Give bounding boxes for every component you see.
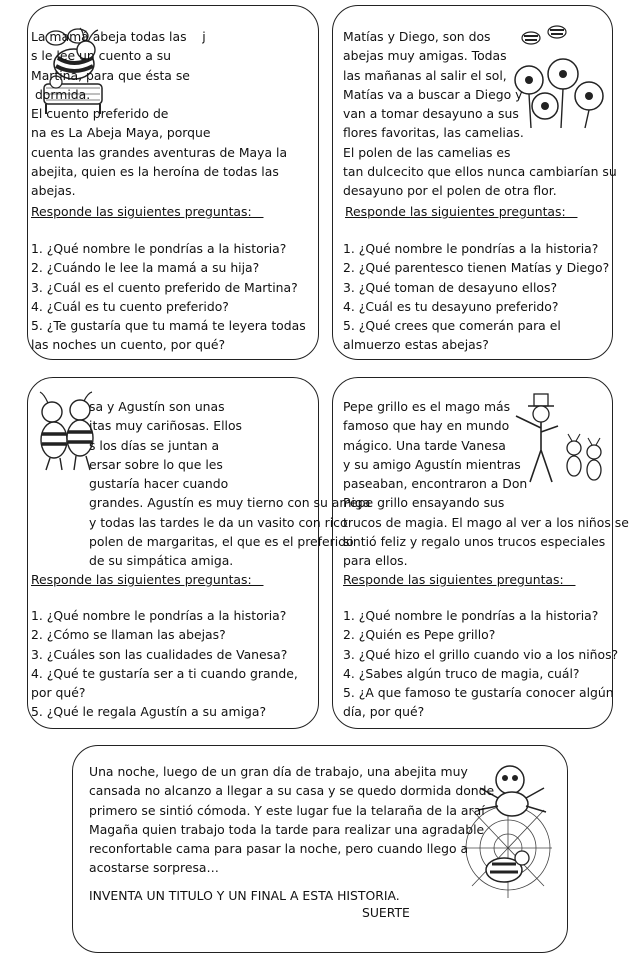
- questions-heading: Responde las siguientes preguntas:: [345, 204, 578, 219]
- bottom-story-text: Una noche, luego de un gran día de trabajo, una abejita muy cansada no alcanzo a llegar a su casa y se quedo dormida donde primero se sintió cómoda. Y este lugar fue la telaraña de la araí Magaña quien trabajo toda la tarde para realizar una agradable reconfortable cama para pasar la noche, pero cuando llego a acostarse sorpresa…: [89, 764, 495, 876]
- questions-list: 1. ¿Qué nombre le pondrías a la historia? 2. ¿Qué parentesco tienen Matías y Diego? 3. ¿Qué toman de desayuno ellos? 4. ¿Cuál es tu desayuno preferido? 5. ¿Qué crees que comerán para el almuerzo estas abejas?: [343, 241, 610, 353]
- closing-text: SUERTE: [362, 905, 410, 920]
- instruction-text: INVENTA UN TITULO Y UN FINAL A ESTA HISTORIA.: [89, 888, 400, 903]
- story-text: Matías y Diego, son dos abejas muy amigas. Todas las mañanas al salir el sol, Matías va a buscar a Diego y van a tomar desayuno a sus flores favoritas, las camelias. El polen de las camelias es tan dulcecito que ellos nunca cambiarían su desayuno por el polen de otra flor.: [343, 29, 617, 199]
- questions-list: 1. ¿Qué nombre le pondrías a la historia? 2. ¿Quién es Pepe grillo? 3. ¿Qué hizo el grillo cuando vio a los niños? 4. ¿Sabes algún truco de magia, cuál? 5. ¿A que famoso te gustaría conocer algún día, por qué?: [343, 608, 619, 720]
- questions-heading: Responde las siguientes preguntas:: [31, 204, 264, 219]
- questions-list: 1. ¿Qué nombre le pondrías a la historia? 2. ¿Cómo se llaman las abejas? 3. ¿Cuáles son las cualidades de Vanesa? 4. ¿Qué te gustaría ser a ti cuando grande, por qué? 5. ¿Qué le regala Agustín a su amiga?: [31, 608, 298, 720]
- questions-heading: Responde las siguientes preguntas:: [31, 572, 264, 587]
- questions-heading: Responde las siguientes preguntas:: [343, 572, 576, 587]
- questions-list: 1. ¿Qué nombre le pondrías a la historia? 2. ¿Cuándo le lee la mamá a su hija? 3. ¿Cuál es el cuento preferido de Martina? 4. ¿Cuál es tu cuento preferido? 5. ¿Te gustaría que tu mamá te leyera todas las noches un cuento, por qué?: [31, 241, 306, 353]
- story-text: La mamá abeja todas las j s le lee un cuento a su Martina, para que ésta se dormida. El cuento preferido de na es La Abeja Maya, porque cuenta las grandes aventuras de Maya la abejita, quien es la heroína de todas las abejas.: [31, 29, 288, 199]
- story-text: sa y Agustín son unas itas muy cariñosas. Ellos s los días se juntan a ersar sobre lo que les gustaría hacer cuando grandes. Agustín es muy tierno con su amiga y todas las tardes le da un vasito con rico polen de margaritas, el que es el preferido de su simpática amiga.: [89, 399, 371, 569]
- story-text: Pepe grillo es el mago más famoso que hay en mundo mágico. Una tarde Vanesa y su amigo Agustín mientras paseaban, encontraron a Don Pepe grillo ensayando sus trucos de magia. El mago al ver a los niños se sintió feliz y regalo unos trucos especiales para ellos.: [343, 399, 629, 569]
